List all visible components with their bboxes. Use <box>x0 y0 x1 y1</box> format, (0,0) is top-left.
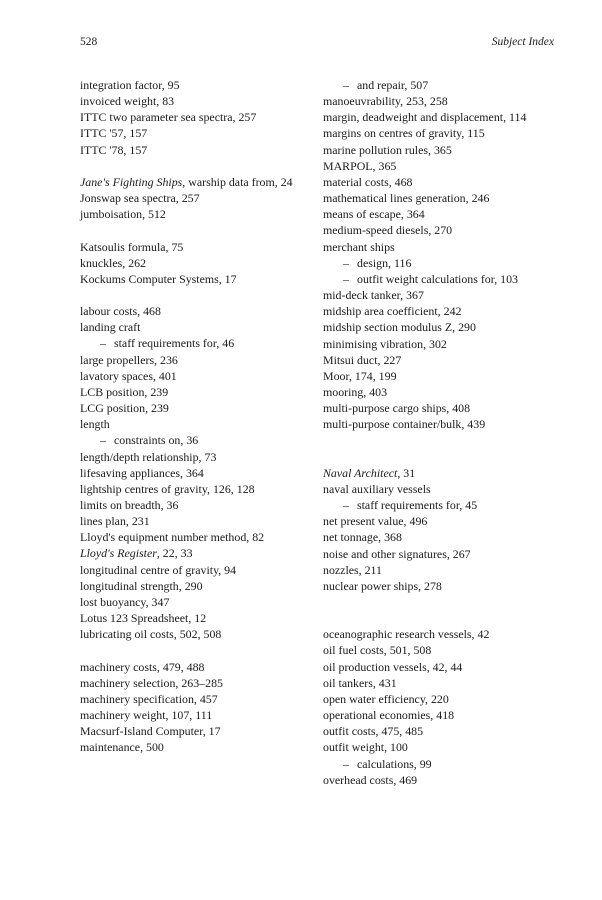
index-entry: lubricating oil costs, 502, 508 <box>80 627 222 642</box>
index-subentry: – design, 116 <box>343 255 412 270</box>
index-entry: machinery weight, 107, 111 <box>80 708 213 723</box>
index-entry: integration factor, 95 <box>80 78 180 92</box>
index-entry: net tonnage, 368 <box>323 530 402 545</box>
index-entry: Kockums Computer Systems, 17 <box>80 271 237 286</box>
index-entry: outfit weight, 100 <box>323 740 408 755</box>
subentry-text: constraints on, 36 <box>114 433 199 448</box>
index-entry: lost buoyancy, 347 <box>80 594 170 609</box>
index-entry: noise and other signatures, 267 <box>323 546 471 561</box>
index-entry: LCG position, 239 <box>80 401 169 416</box>
subentry-text: outfit weight calculations for, 103 <box>357 271 518 286</box>
index-entry: oil fuel costs, 501, 508 <box>323 643 432 658</box>
index-entry: overhead costs, 469 <box>323 772 418 787</box>
index-entry: oil tankers, 431 <box>323 675 397 690</box>
index-entry: means of escape, 364 <box>323 207 425 222</box>
index-entry: Katsoulis formula, 75 <box>80 239 184 254</box>
index-entry: multi-purpose cargo ships, 408 <box>323 401 471 416</box>
index-entry: machinery selection, 263–285 <box>80 675 223 690</box>
index-entry: mathematical lines generation, 246 <box>323 191 490 206</box>
entry-gap <box>323 594 563 610</box>
index-subentry: – staff requirements for, 46 <box>100 336 235 351</box>
index-entry: large propellers, 236 <box>80 352 178 367</box>
index-entry: manoeuvrability, 253, 258 <box>323 94 448 109</box>
index-entry: operational economies, 418 <box>323 708 455 723</box>
index-entry: landing craft <box>80 320 141 335</box>
index-entry: length/depth relationship, 73 <box>80 449 217 464</box>
index-entry: maintenance, 500 <box>80 740 164 755</box>
index-entry: lines plan, 231 <box>80 514 150 529</box>
index-column-right <box>323 77 563 788</box>
index-entry: oil production vessels, 42, 44 <box>323 659 463 674</box>
index-subentry: – staff requirements for, 45 <box>343 498 478 513</box>
index-entry: Lotus 123 Spreadsheet, 12 <box>80 611 207 626</box>
index-subentry: – outfit weight calculations for, 103 <box>343 271 518 286</box>
index-entry: longitudinal strength, 290 <box>80 578 203 593</box>
index-entry: Moor, 174, 199 <box>323 368 397 383</box>
entry-gap <box>80 287 312 303</box>
entry-gap <box>80 222 312 238</box>
index-entry: net present value, 496 <box>323 514 428 529</box>
index-entry: mooring, 403 <box>323 384 388 399</box>
index-entry: limits on breadth, 36 <box>80 498 179 513</box>
running-title: Subject Index <box>491 36 554 48</box>
index-entry: minimising vibration, 302 <box>323 336 447 351</box>
index-entry: ITTC '57, 157 <box>80 126 148 141</box>
index-entry: material costs, 468 <box>323 174 413 189</box>
index-entry: labour costs, 468 <box>80 304 161 319</box>
index-entry: lifesaving appliances, 364 <box>80 465 204 480</box>
index-entry: machinery costs, 479, 488 <box>80 659 205 674</box>
index-entry: midship section modulus Z, 290 <box>323 320 476 335</box>
index-entry: mid-deck tanker, 367 <box>323 288 424 303</box>
subentry-text: and repair, 507 <box>357 78 429 92</box>
subentry-text: calculations, 99 <box>357 756 432 771</box>
index-entry: length <box>80 417 110 432</box>
index-entry: Macsurf-Island Computer, 17 <box>80 724 221 739</box>
index-entry: MARPOL, 365 <box>323 158 397 173</box>
index-entry <box>323 465 563 481</box>
index-entry: LCB position, 239 <box>80 384 169 399</box>
index-entry: ITTC two parameter sea spectra, 257 <box>80 110 257 125</box>
index-entry: open water efficiency, 220 <box>323 691 449 706</box>
index-entry <box>80 545 312 561</box>
index-entry: machinery specification, 457 <box>80 691 218 706</box>
index-column-left <box>80 77 312 756</box>
index-entry: nuclear power ships, 278 <box>323 578 442 593</box>
index-entry: nozzles, 211 <box>323 562 382 577</box>
index-subentry: – calculations, 99 <box>343 756 432 771</box>
subentry-text: staff requirements for, 46 <box>114 336 235 351</box>
entry-gap <box>323 449 563 465</box>
index-entry: outfit costs, 475, 485 <box>323 724 424 739</box>
index-entry: naval auxiliary vessels <box>323 481 431 496</box>
entry-text: , 31 <box>397 465 416 480</box>
index-entry: Mitsui duct, 227 <box>323 352 402 367</box>
entry-gap <box>80 158 312 174</box>
index-entry: ITTC '78, 157 <box>80 142 148 157</box>
index-subentry: – and repair, 507 <box>343 78 429 92</box>
subentry-text: staff requirements for, 45 <box>357 498 478 513</box>
index-entry: lightship centres of gravity, 126, 128 <box>80 481 255 496</box>
index-entry: margin, deadweight and displacement, 114 <box>323 110 527 125</box>
index-entry: longitudinal centre of gravity, 94 <box>80 562 237 577</box>
entry-text: , 22, 33 <box>156 546 193 561</box>
index-entry: margins on centres of gravity, 115 <box>323 126 485 141</box>
subentry-text: design, 116 <box>357 255 412 270</box>
index-entry: marine pollution rules, 365 <box>323 142 452 157</box>
index-entry: oceanographic research vessels, 42 <box>323 627 490 642</box>
index-entry: knuckles, 262 <box>80 255 147 270</box>
entry-text: , warship data from, 24 <box>182 174 293 189</box>
entry-gap <box>323 610 563 626</box>
index-entry: multi-purpose container/bulk, 439 <box>323 417 486 432</box>
index-entry: jumboisation, 512 <box>80 207 166 222</box>
index-entry: merchant ships <box>323 239 395 254</box>
index-entry <box>80 174 312 190</box>
index-entry: lavatory spaces, 401 <box>80 368 177 383</box>
entry-gap <box>80 642 312 658</box>
index-entry: Jonswap sea spectra, 257 <box>80 191 200 206</box>
index-entry: medium-speed diesels, 270 <box>323 223 453 238</box>
entry-title-italic: Lloyd's Register <box>80 546 157 561</box>
page-number: 528 <box>80 36 98 48</box>
entry-title-italic: Jane's Fighting Ships <box>80 174 183 189</box>
index-entry: invoiced weight, 83 <box>80 94 175 109</box>
entry-title-italic: Naval Architect <box>323 465 398 480</box>
index-entry: Lloyd's equipment number method, 82 <box>80 530 265 545</box>
index-subentry: – constraints on, 36 <box>100 433 199 448</box>
index-entry: midship area coefficient, 242 <box>323 304 462 319</box>
entry-gap <box>323 432 563 448</box>
